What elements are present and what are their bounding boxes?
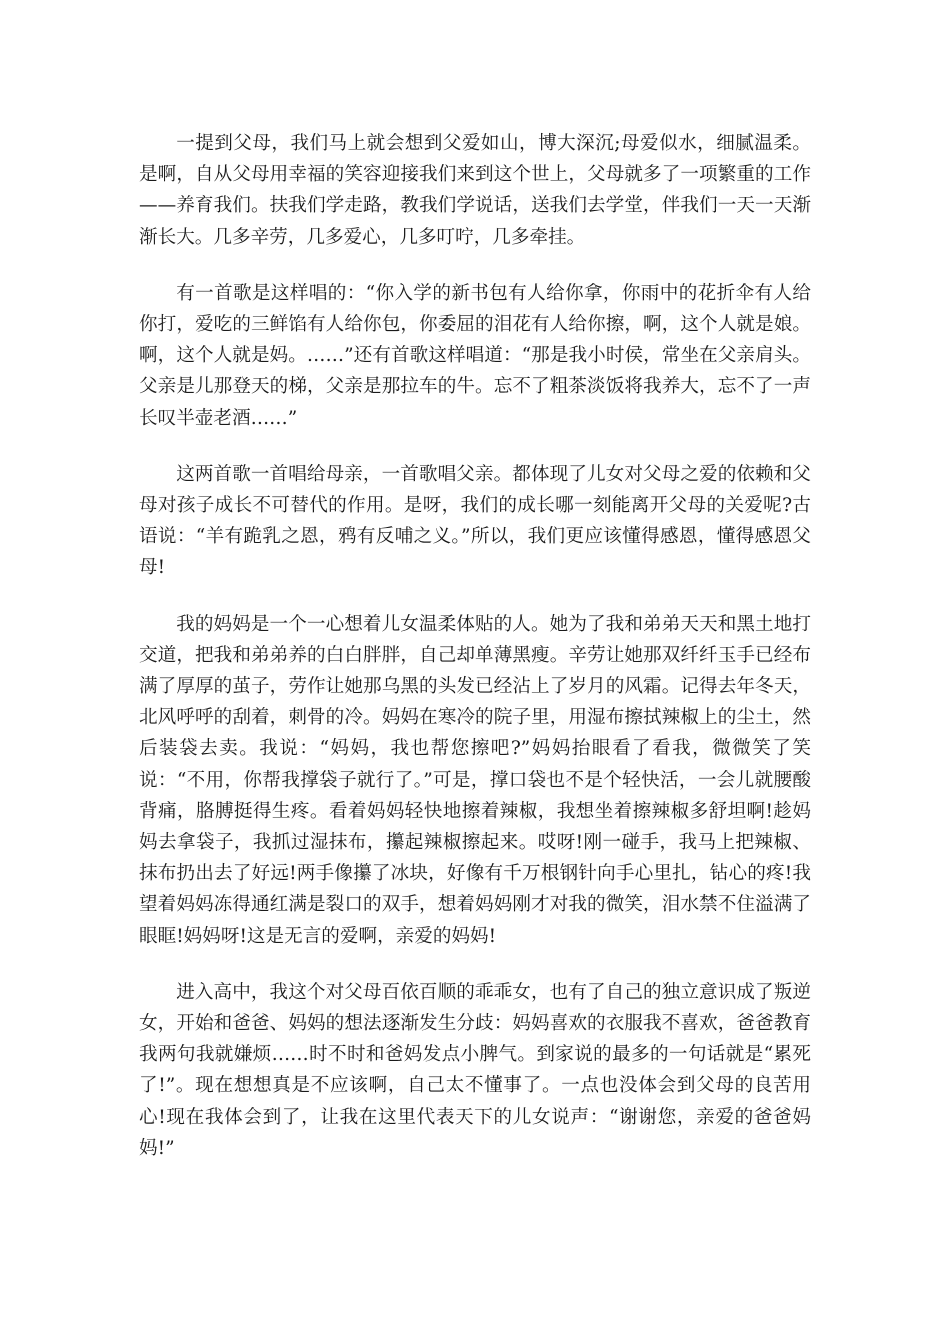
paragraph-3: 这两首歌一首唱给母亲，一首歌唱父亲。都体现了儿女对父母之爱的依赖和父母对孩子成长不可替代的作用。是呀，我们的成长哪一刻能离开父母的关爱呢?古语说：“羊有跪乳之恩，鸦有反哺之义。”所以，我们更应该懂得感恩，懂得感恩父母! xyxy=(139,463,811,579)
paragraph-4: 我的妈妈是一个一心想着儿女温柔体贴的人。她为了我和弟弟天天和黑土地打交道，把我和弟弟养的白白胖胖，自己却单薄黑瘦。辛劳让她那双纤纤玉手已经布满了厚厚的茧子，劳作让她那乌黑的头发已经沾上了岁月的风霜。记得去年冬天，北风呼呼的刮着，刺骨的冷。妈妈在寒冷的院子里，用湿布擦拭辣椒上的尘土，然后装袋去卖。我说：“妈妈，我也帮您擦吧?”妈妈抬眼看了看我，微微笑了笑说：“不用，你帮我撑袋子就行了。”可是，撑口袋也不是个轻快活，一会儿就腰酸背痛，胳膊挺得生疼。看着妈妈轻快地擦着辣椒，我想坐着擦辣椒多舒坦啊!趁妈妈去拿袋子，我抓过湿抹布，攥起辣椒擦起来。哎呀!刚一碰手，我马上把辣椒、抹布扔出去了好远!两手像攥了冰块，好像有千万根钢针向手心里扎，钻心的疼!我望着妈妈冻得通红满是裂口的双手，想着妈妈刚才对我的微笑，泪水禁不住溢满了眼眶!妈妈呀!这是无言的爱啊，亲爱的妈妈! xyxy=(139,613,811,947)
paragraph-5: 进入高中，我这个对父母百依百顺的乖乖女，也有了自己的独立意识成了叛逆女，开始和爸爸、妈妈的想法逐渐发生分歧：妈妈喜欢的衣服我不喜欢，爸爸教育我两句我就嫌烦……时不时和爸妈发点小脾气。到家说的最多的一句话就是“累死了!”。现在想想真是不应该啊，自己太不懂事了。一点也没体会到父母的良苦用心!现在我体会到了，让我在这里代表天下的儿女说声：“谢谢您，亲爱的爸爸妈妈!” xyxy=(139,981,811,1159)
paragraph-1: 一提到父母，我们马上就会想到父爱如山，博大深沉;母爱似水，细腻温柔。是啊，自从父母用幸福的笑容迎接我们来到这个世上，父母就多了一项繁重的工作——养育我们。扶我们学走路，教我们学说话，送我们去学堂，伴我们一天一天渐渐长大。几多辛劳，几多爱心，几多叮咛，几多牵挂。 xyxy=(139,133,811,248)
document-page xyxy=(139,128,811,1189)
paragraph-2: 有一首歌是这样唱的：“你入学的新书包有人给你拿，你雨中的花折伞有人给你打，爱吃的三鲜馅有人给你包，你委屈的泪花有人给你擦，啊，这个人就是娘。啊，这个人就是妈。……”还有首歌这样唱道：“那是我小时侯，常坐在父亲肩头。父亲是儿那登天的梯，父亲是那拉车的牛。忘不了粗茶淡饭将我养大，忘不了一声长叹半壶老酒……” xyxy=(139,282,811,429)
